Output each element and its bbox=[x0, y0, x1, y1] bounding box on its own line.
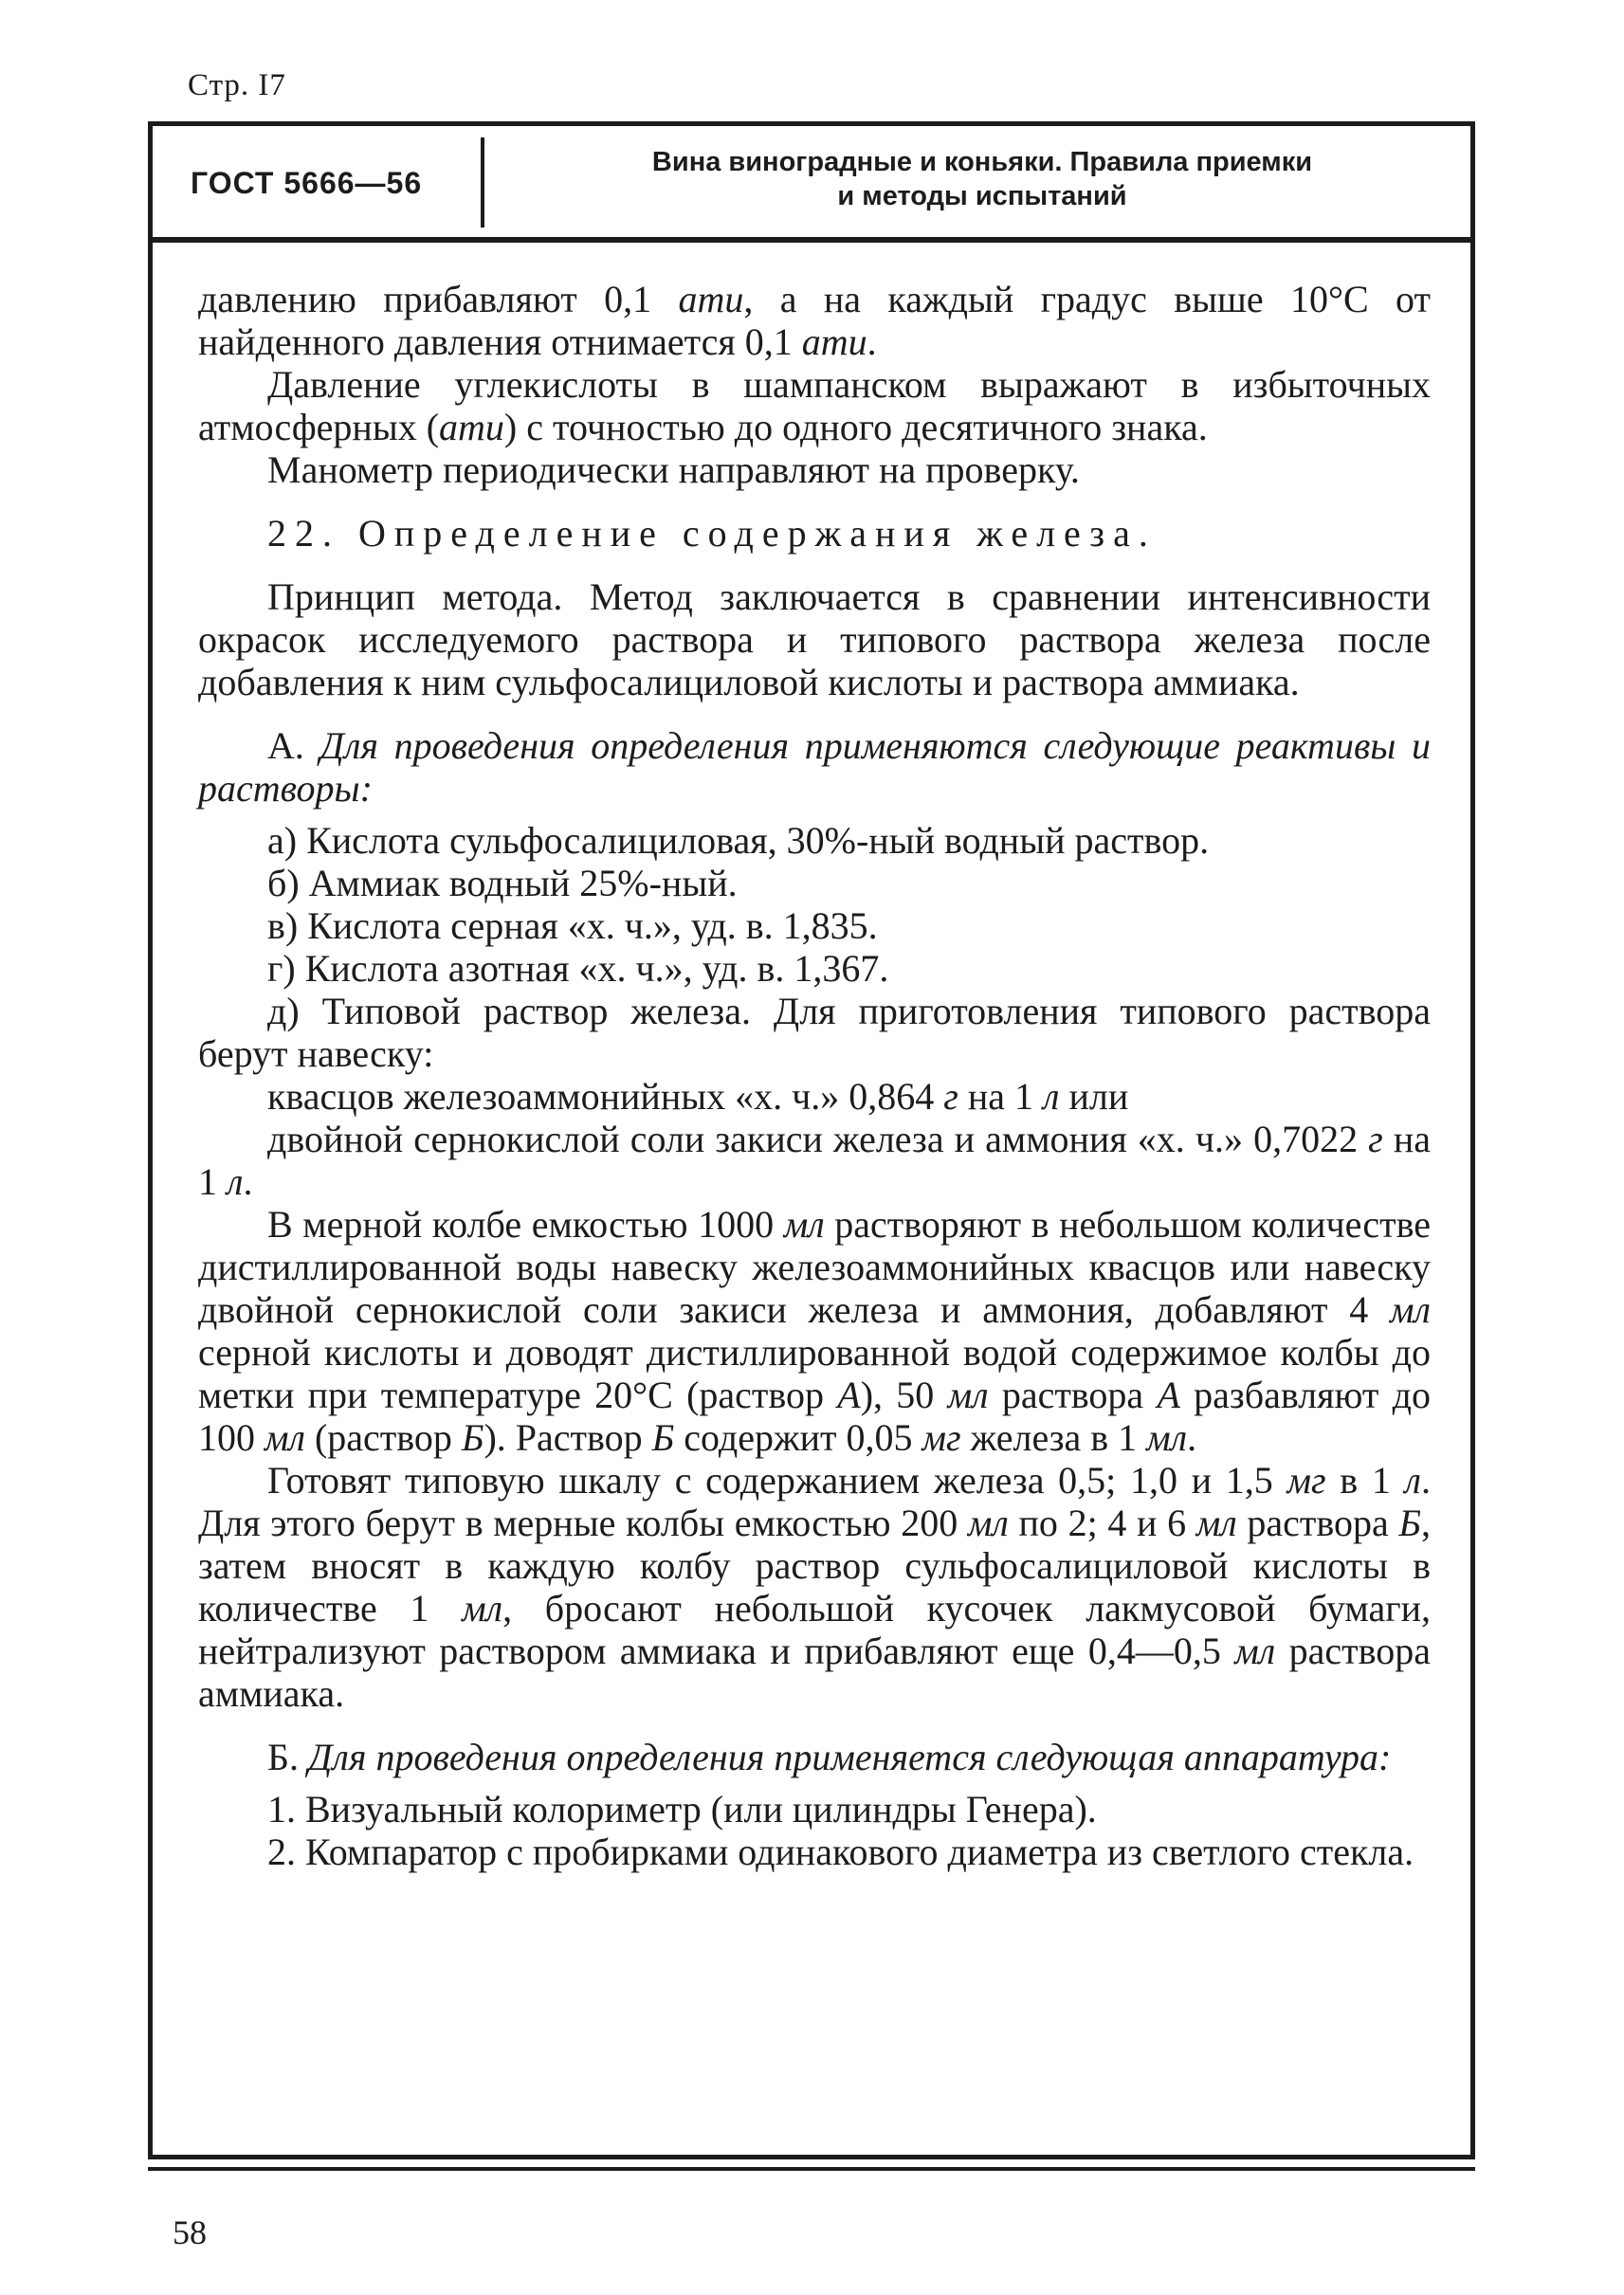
standard-title-line-1: Вина виноградные и коньяки. Правила приемки bbox=[651, 147, 1313, 177]
section-b-heading: Б. Для проведения определения применяется следующая аппаратура: bbox=[267, 1736, 1392, 1778]
reagent-item: а) Кислота сульфосалициловая, 30%-ный водный раствор. bbox=[267, 819, 1210, 862]
paragraph-standard-scale: Готовят типовую шкалу с содержанием железа 0,5; 1,0 и 1,5 мг в 1 л. Для этого берут в мерные колбы емкостью 200 мл по 2; 4 и 6 мл раствора Б, затем вносят в каждую колбу раствор сульфосалициловой кислоты в количестве 1 мл, бросают небольшой кусочек лакмусовой бумаги, нейтрализуют раствором аммиака и прибавляют еще 0,4—0,5 мл раствора аммиака. bbox=[198, 1459, 1432, 1715]
paragraph-flask-preparation: В мерной колбе емкостью 1000 мл растворяют в небольшом количестве дистиллированной воды навеску железоаммонийных квасцов или навеску двойной сернокислой соли закиси железа и аммония, добавляют 4 мл серной кислоты и доводят дистиллированной водой содержимое колбы до метки при температуре 20°С (раствор А), 50 мл раствора А разбавляют до 100 мл (раствор Б). Раствор Б содержит 0,05 мг железа в 1 мл. bbox=[198, 1203, 1432, 1459]
section-a-heading: А. Для проведения определения применяются следующие реактивы и растворы: bbox=[198, 724, 1431, 810]
reagent-item: в) Кислота серная «х. ч.», уд. в. 1,835. bbox=[267, 904, 878, 947]
weighing-alum: квасцов железоаммонийных «х. ч.» 0,864 г на 1 л или bbox=[267, 1075, 1129, 1118]
footer-rule bbox=[148, 2167, 1475, 2171]
page-label: Стр. I7 bbox=[188, 68, 286, 102]
page-frame bbox=[148, 121, 1475, 2159]
section-heading-iron: 22. Определение содержания железа. bbox=[267, 512, 1157, 555]
standard-title-line-2: и методы испытаний bbox=[837, 181, 1127, 211]
paragraph-manometer: Манометр периодически направляют на проверку. bbox=[267, 448, 1080, 491]
weighing-salt: двойной сернокислой соли закиси железа и аммония «х. ч.» 0,7022 г на 1 л. bbox=[198, 1118, 1431, 1203]
reagent-item: б) Аммиак водный 25%-ный. bbox=[267, 862, 738, 904]
standard-title bbox=[513, 145, 1451, 213]
paragraph-pressure-correction: давлению прибавляют 0,1 ати, а на каждый градус выше 10°С от найденного давления отнимается 0,1 ати. bbox=[198, 278, 1431, 363]
paragraph-method-principle: Принцип метода. Метод заключается в сравнении интенсивности окрасок исследуемого раствора и типового раствора железа после добавления к ним сульфосалициловой кислоты и раствора аммиака. bbox=[198, 575, 1431, 703]
page-number: 58 bbox=[173, 2213, 207, 2251]
standard-header bbox=[153, 126, 1470, 243]
apparatus-item: 1. Визуальный колориметр (или цилиндры Генера). bbox=[267, 1788, 1097, 1831]
apparatus-item: 2. Компаратор с пробирками одинакового диаметра из светлого стекла. bbox=[267, 1831, 1414, 1873]
header-divider bbox=[481, 137, 484, 228]
reagent-item: г) Кислота азотная «х. ч.», уд. в. 1,367. bbox=[267, 947, 889, 990]
paragraph-pressure-units: Давление углекислоты в шампанском выражают в избыточных атмосферных (ати) с точностью до одного десятичного знака. bbox=[198, 363, 1431, 448]
reagent-item: д) Типовой раствор железа. Для приготовления типового раствора берут навеску: bbox=[198, 990, 1431, 1075]
page-content bbox=[198, 278, 1431, 1873]
standard-code: ГОСТ 5666—56 bbox=[191, 166, 423, 200]
